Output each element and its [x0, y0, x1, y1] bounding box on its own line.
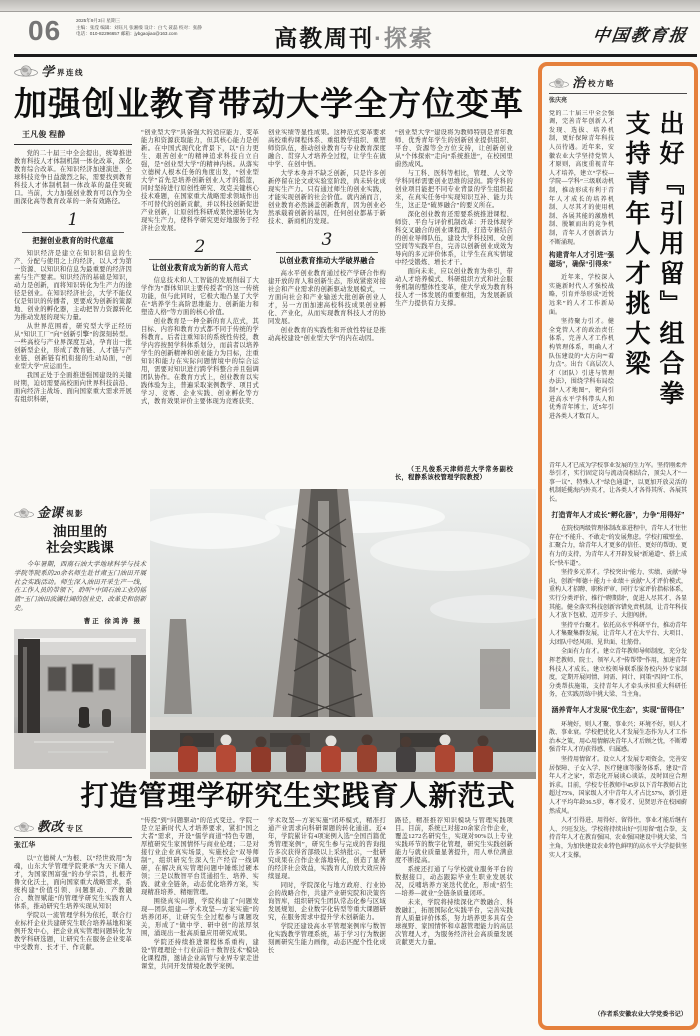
text-block: 以创业教育推动大学破界融合: [278, 256, 376, 265]
text-block: 大学本身并不缺乏创新，只是许多创新停留在论文或实验室阶段，尚未转化成现实生产力。只有通过师生的创业实践，才能实现创新的社会价值。就内涵而言，创业教育必然涵盖创新教育，因为创业必然承载着创新的基因，任何创业都基于新技术、新商机的发现。: [268, 170, 386, 225]
text-block: 全面有力育才。建立青年教师导师制度，充分发挥老教师、院士、领军人才“传帮带”作用，加速青年科技人才成长。建立校领导联系服务校内外专家制度，定期开展问情、问需、问计、问策“四问”工作，分类帮扶施策，支持青年人才牵头承担重大科研任务，在实践历练中挑大梁、当主角。: [549, 649, 687, 699]
oilfield-photo: [150, 489, 536, 779]
photo-feature: [14, 503, 146, 769]
exhibit-hall-photo: [14, 629, 146, 769]
staff-line: 主编：张滢 编辑：刘钰凡 张湘缦 设计：白弋 聂磊 校对：张静: [76, 24, 202, 30]
globe-icon: [14, 821, 34, 834]
photo-feature-label: [14, 503, 146, 520]
text-block: 坚持平台聚才。依托高水平科研平台，推动青年人才集聚集群发展，让青年人才在大平台、大项目、大团队中经风雨、见世面、壮筋骨。: [549, 622, 687, 646]
main-column-4: [395, 129, 513, 483]
bottom-column-3: [268, 817, 386, 1029]
text-block: （王凡俊系天津师范大学常务副校长，程静系该校管理学院教授）: [395, 466, 513, 481]
text-block: 路径，精准推荐知识模块与管理实践项目。目前，系统已对接20余家合作企业，覆盖1272名研究生，实现对90%以上专业实践环节的数字化管理，研究生实践创新能力与就业质量显著提升，用人单位满意度不断提高。: [395, 817, 513, 864]
text-block: 学术攻坚—方案实施”闭环模式，精准打通产业需求向科研课题的转化通道。近4年，学院累计有4项案例入选“全国百篇优秀管理案例”，研究生参与完成的咨询报告多次获得省部级以上采纳批示，一批研究成果在合作企业落地转化，创造了显著的经济社会效益，实践育人的放大效应持续显现。: [268, 817, 386, 880]
right-article-label: [549, 73, 687, 94]
section-title-sub: ·探索: [374, 25, 434, 51]
photo-caption: 今年暑期，西南石油大学地球科学与技术学院等院系的20余名师生赴甘肃玉门油田开展社会实践活动。师生深入油田开采生产一线，在工作人员的带领下，聆听“中国石油工业的摇篮”玉门油田波澜壮阔的创业史、改革史和创新史。: [14, 561, 146, 612]
header-rule: [14, 54, 697, 57]
text-block: 涵养青年人才发展“优生态”，实现“留得住”: [551, 707, 685, 715]
text-block: 创业教育的实践性和开放性特征是推动高校建设“创业型大学”的内在动因。: [268, 327, 386, 342]
text-block: 人才引得进、用得好、留得住，事业才能后继有人、兴旺发达。学校将持续出好“引用留”组合拳，支持青年人才在教育强国、农业强国建设中挑大梁、当主角，为加快建设农业特色鲜明的高水平大学提供坚实人才支撑。: [549, 818, 687, 859]
bottom-column-2: [141, 817, 259, 1029]
label-rest: 专区: [66, 824, 85, 833]
text-block: 未来，学院将持续深化产教融合、科教融汇，拓展国际化实践平台，完善实践育人质量评价体系，努力培养更多具有全球视野、家国情怀和卓越管理能力的高层次管理人才，为服务经济社会高质量发展贡献更大力量。: [395, 899, 513, 946]
label-rest: 视影: [66, 509, 85, 518]
text-block: 创业教育是一种全新的育人范式，其目标、内容和教育方式都不同于传统的学科教育。后者注重知识的系统性传授，教学内容按照学科体系划分，而前者以培养学生的创新精神和创业能力为目标，注重知识和能力在实际问题情境中的综合运用，需要对知识进行跨学科整合并且强调团队协作。在教育方式上，创业教育以实践体验为主，普遍采取案例教学、项目式学习、竞赛、企业实践、创业孵化等方式，教育效果评价主要体现为竞赛获奖、: [141, 318, 259, 405]
text-block: “传授”到“问题驱动”的范式变迁。学院一是立足新时代人才培养要求，紧扣“国之大者”需求，开设“儒学商道”特色专题，厚植研究生家国情怀与商业伦理；二是对接行业企业真实场景，实施校企“双导师制”，组织研究生深入生产经营一线调研，在解决真实管理问题中锤炼过硬本领；三是以数智平台贯通招生、培养、实践、就业全链条，动态优化培养方案，实现精准培养、精细管理。: [141, 817, 259, 896]
page-number: 06: [28, 15, 62, 46]
text-block: 打造青年人才成长“孵化器”，力争“用得好”: [551, 511, 685, 519]
main-article: [14, 62, 536, 483]
right-article-body: [549, 462, 687, 1008]
text-block: “创业型大学”建设将为教师特别是青年教师、优秀青年学生的创新创业提供组织、平台、资源等全方位支持，让创新创业从“个体探索”走向“系统推进”，在校园里蔚然成风。: [395, 129, 513, 168]
text-block: 同时，学院深化与地方政府、行业协会的战略合作，共建产业研究院和决策咨询智库，组织研究生团队常态化参与区域发展规划、企业数字化转型等重大课题研究，在服务需求中提升学术创新能力。: [268, 882, 386, 921]
bottom-columns: [14, 817, 536, 1029]
text-block: 创业实绩等显性成果。这种范式变革要求高校重构课程体系、重组教学组织、重塑师资队伍，推动创业教育与专业教育深度融合、贯穿人才培养全过程，让学生在做中学、在创中悟。: [268, 129, 386, 168]
text-block: 让创业教育成为新的育人范式: [151, 263, 249, 272]
text-block: 围绕真实问题，学院构建了“问题发现—团队组建—学术攻坚—方案实施”的培养闭环，让研究生全过程参与课题攻关，形成了“做中学、研中创”的浓厚氛围，涌现出一批高质量应用研究成果。: [141, 898, 259, 937]
vertical-headline-line-2: 支持青年人才挑大梁: [622, 109, 650, 380]
main-headline: 加强创业教育带动大学全方位变革: [14, 85, 524, 122]
globe-icon: [14, 507, 34, 520]
label-lead: 学: [41, 65, 55, 80]
text-block: 青年人才已成为学校事业发展的生力军。坚持刚柔并举引才，实行固定岗与流动岗相结合，顶尖人才“一事一议”、特殊人才“绿色通道”，以更加开放灵活的机制延揽海内外英才，让各类人才各得其所、各展其长。: [549, 462, 687, 503]
label-lead: 治: [572, 76, 586, 91]
label-lead: 金课: [37, 506, 64, 521]
label-rest: 校方略: [588, 79, 616, 89]
globe-icon: [14, 64, 38, 79]
text-block: 学院还建设高水平管理案例库与数智化实践教学管理系统，基于学习行为数据刻画研究生能力画像，动态匹配个性化成长: [268, 923, 386, 954]
bottom-headline: 打造管理学研究生实践育人新范式: [80, 780, 516, 811]
right-article-top: [549, 110, 687, 458]
text-block: 党的二十届三中全会提出，统筹推进教育科技人才体制机制一体化改革，深化教育综合改革。在知识经济加速演进、全球科技竞争日益激烈之际，需要找到教育科技人才体制机制一体改革的最佳突破口。当前，大力加强创业教育可以作为全面深化高等教育改革的一条有效路径。: [14, 150, 132, 205]
bottom-column-1-text: [14, 855, 132, 952]
right-article: [538, 62, 698, 1030]
text-block: 学院以一流管理学科为依托，联合行业标杆企业共建研究生联合培养基地和案例开发中心，把企业真实管理问题转化为教学科研选题，让研究生在服务企业变革中受教育、长才干、作贡献。: [14, 912, 132, 951]
page-header: [14, 13, 694, 53]
section-title-main: 高教周刊: [274, 25, 375, 51]
main-column-2: [141, 129, 259, 483]
text-block: 从世界范围看，研究型大学正经历从“知识工厂”向“创新引擎”的深刻转型。一些高校与产业界深度互动，孕育出一批创新型企业，形成了教育链、人才链与产业链、创新链有机衔接的生动局面，“创业型大学”应运而生。: [14, 323, 132, 370]
text-block: 坚持用情留才。设立人才发展专项资金，完善安居保障、子女入学、医疗健康等服务体系，建设“青年人才之家”，常态化开展谈心谈话，及时回应合理诉求。目前，学校专任教师中45岁以下青年教师占比超过75%，国家级人才中青年人才占比57%，新引进人才平均年龄36.5岁，尊才爱才、见贤思齐在校园蔚然成风。: [549, 757, 687, 815]
photo-credit: 曹正 徐鸿涛 摄: [83, 617, 142, 625]
right-article-author-note: （作者系安徽农业大学党委书记）: [594, 1011, 687, 1019]
text-block: 面向未来，应以创业教育为牵引，带动人才培养模式、科研组织方式和社会服务机制的整体性变革，使大学成为教育科技人才一体发展的重要枢纽，为发展新质生产力提供有力支撑。: [395, 268, 513, 307]
text-block: 坚持聚力引才。健全党管人才的政治责任体系，完善人才工作机构管理体系，明确人才队伍建设的“大方向”“着力点”。出台《高层次人才（团队）引进与管理办法》，围绕学科布局绘制“人才地图”，靶向引进高水平学科带头人和优秀青年博士，近5年引进各类人才数百人，: [549, 319, 614, 420]
right-article-vertical-headline: [619, 110, 687, 455]
contact-line: 电话：010-82296657 邮箱：jybgaojiao@163.com: [76, 31, 178, 37]
bottom-article-label: [14, 817, 132, 838]
page-edge-strip: [0, 0, 700, 12]
right-article-intro: [549, 110, 614, 458]
text-block: 把握创业教育的时代意蕴: [32, 236, 114, 245]
text-block: 系统还打通了与学校就业服务平台的数据接口，动态跟踪毕业生职业发展状况，反哺培养方案迭代优化，形成“招生—培养—就业”全链条质量闭环。: [395, 866, 513, 897]
left-region: [14, 62, 536, 1032]
globe-icon: [549, 77, 569, 90]
date-line: 2025年9月3日 星期三: [76, 18, 121, 23]
text-block: “创业型大学”具备强大的适应能力、变革能力和资源获取能力，但其核心能力是创新。在中国式现代化背景下，以“自力更生、艰苦创业”的精神追求科技自立自强，是“创业型大学”的精神内核。从落实立德树人根本任务的角度出发，“创业型大学”首先是培养创新创业人才的摇篮，同时坚持进行原创性研究、攻克关键核心技术难题，在国家重大战略需求领域作出不可替代的创新贡献，并以科技创新促进产业创新，让原创性科研成果快速转化为现实生产力，使科学研究更好地服务于经济社会发展。: [141, 129, 259, 232]
text-block: 在院校两级管理体制改革进程中，青年人才往往存在“不能升、不敢走”的发展焦虑。学校打破壁垒、汇聚合力，给青年人才更多的信任、更好的帮助、更有力的支持，为青年人才开辟发展“新通道”、搭上成长“快车道”。: [549, 526, 687, 567]
label-lead: 教改: [37, 820, 64, 835]
bottom-column-4: [395, 817, 513, 1029]
right-article-author: 张庆亮: [549, 98, 568, 104]
main-article-label: [14, 62, 536, 79]
newspaper-masthead: 中国教育报: [591, 26, 690, 46]
photo-feature-title: 油田里的 社会实践课: [46, 524, 114, 555]
text-block: 1: [22, 211, 124, 233]
bottom-article: [14, 781, 536, 1029]
text-block: 信息技术和人工智能的发展削弱了大学作为“群体知识主要传授者”的这一传统功能，但与此同时，它极大地凸显了大学在“培养学生高阶思维能力、创新能力和塑造人格”等方面的核心价值。: [141, 277, 259, 316]
text-block: 近年来，学校深入实施新时代人才强校战略，引育并举形成“近悦远来”的人才工作新局面。: [549, 275, 614, 316]
text-block: 构建青年人才引进“强磁场”，确保“引得来”: [549, 252, 614, 268]
text-block: 党的二十届三中全会强调，完善青年创新人才发现、选拔、培养机制，更好保障青年科技人员待遇。近年来，安徽农业大学坚持党管人才原则，高度重视青年人才培养，建立“学校—学院—学科”三级联动机制，推动形成有利于青年人才成长的培养机制、人尽其才的使用机制、各展其能的激励机制、脱颖而出的竞争机制，青年人才创新活力不断涌现。: [549, 110, 614, 246]
main-column-1: [14, 129, 132, 483]
text-block: 知识经济是建立在知识和信息的生产、分配与使用之上的经济，以人才为第一资源、以知识和信息为最重要的经济因素与生产要素。知识经济的基础是知识，动力是创新，而将知识转化为生产力的途径是创业。在知识经济社会，大学不能仅仅是知识的传播者，更要成为创新的策源地、创业的孵化器，主动把智力资源转化为推动发展的现实力量。: [14, 250, 132, 321]
label-rest: 界连线: [57, 68, 85, 77]
text-block: 高水平创业教育通过校产学研合作构建开放的育人和创新生态，形成紧密对接社会和产业需求的创新驱动发展模式，一方面向社会和产业输送大批创新创业人才，另一方面加速高校科技成果创业孵化、产业化，从而实现教育科技人才的协同发展。: [268, 270, 386, 325]
text-block: 王凡俊 程静: [14, 129, 132, 145]
bottom-byline: 张江华: [14, 842, 36, 849]
text-block: 学院还持续推进课程体系重构，建设“管理理论＋行业前沿＋数智技术”模块化课程群，邀请企业高管与业界专家走进课堂，共同开发情境化教学案例。: [141, 939, 259, 970]
text-block: 深化创业教育还需要系统推进课程、师资、平台与评价机制改革：开设体现学科交叉融合的创业课程群，打造专兼结合的创业导师队伍，建设大学科技园、众创空间等实践平台，完善以创新创业成效为导向的多元评价体系，让学生在真实情境中经受锻炼、增长才干。: [395, 211, 513, 266]
text-block: 环境好，则人才聚、事业兴；环境不好，则人才散、事业衰。学校把优化人才发展生态作为人才工作治本之策，用心用情解决青年人才后顾之忧，不断增强青年人才的获得感、归属感。: [549, 721, 687, 754]
vertical-headline-line-1: 出好『引用留』组合拳: [656, 109, 684, 410]
main-column-3: [268, 129, 386, 483]
main-columns: [14, 129, 536, 483]
bottom-column-1: [14, 817, 132, 1029]
text-block: 与工科、医科等相比，管理、人文等学科同样需要创业思维的浸润。跨学科的创业项目能把不同专业背景的学生组织起来，在真实任务中实现知识互补、能力共生，这正是“破界融合”的要义所在。: [395, 170, 513, 209]
text-block: 以“立德树人”为根、以“经世致用”为魂，山东大学管理学院秉承“为天下储人才，为国家图富强”的办学宗旨，扎根齐鲁文化沃土，面向国家重大战略需求，系统构建“价值引领、问题驱动、产教融合、数智赋能”的管理学研究生实践育人体系，推动研究生培养实现从知识: [14, 855, 132, 910]
text-block: 3: [276, 231, 378, 253]
text-block: 坚持多元养才。学校突出“能力、实绩、贡献”导向，创新“师德＋能力＋业绩＋贡献”人才评价模式，重构人才招聘、职称评审、同行专家评价指标体系，实行分类评价，推行“聘期制”，促进人尽其才、各显其能。健全落实科技创新容错免责机制，让青年科技人才放下包袱、迈开步子、大胆闯拼。: [549, 570, 687, 620]
text-block: 2: [149, 238, 251, 260]
text-block: 我国正处于全面推进强国建设的关键时期，迫切需要高校面向世界科技前沿、面向经济主战场、面向国家重大需求开展有组织科研，: [14, 372, 132, 403]
